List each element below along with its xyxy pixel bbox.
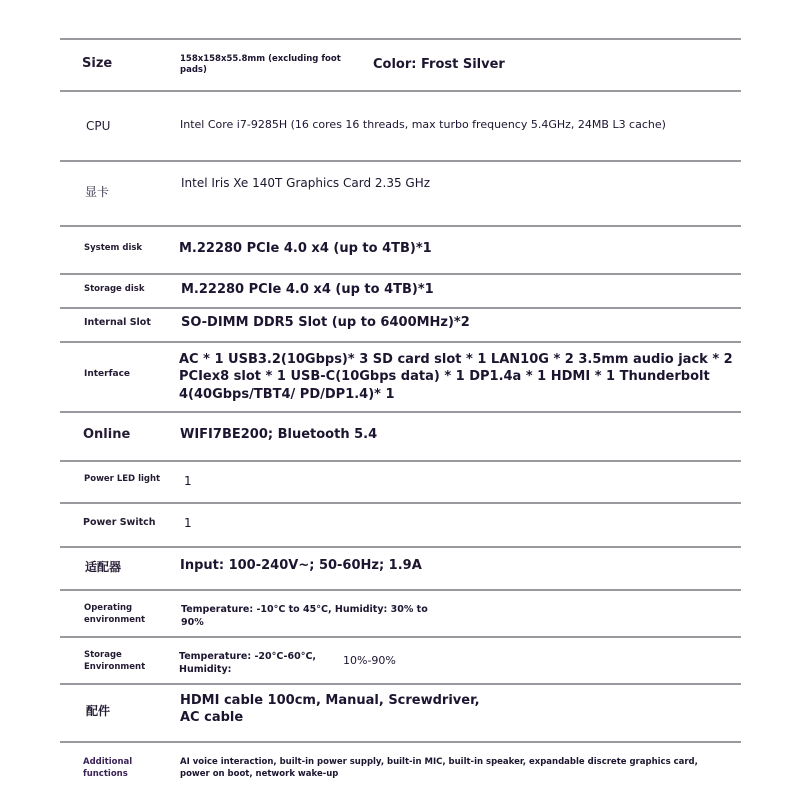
row-divider xyxy=(60,273,741,275)
spec-label-operating-env: Operating environment xyxy=(84,603,146,625)
row-divider xyxy=(60,90,741,92)
spec-label-storage-disk: Storage disk xyxy=(84,284,145,294)
spec-value-cpu: Intel Core i7-9285H (16 cores 16 threads, max turbo frequency 5.4GHz, 24MB L3 cache) xyxy=(180,118,666,131)
row-divider xyxy=(60,589,741,591)
spec-value-storage-disk: M.22280 PCIe 4.0 x4 (up to 4TB)*1 xyxy=(181,282,434,297)
row-divider xyxy=(60,546,741,548)
spec-label-accessories: 配件 xyxy=(86,704,111,718)
spec-label-online: Online xyxy=(83,427,131,442)
row-divider xyxy=(60,502,741,504)
spec-label-adapter: 适配器 xyxy=(85,560,122,574)
spec-label-interface: Interface xyxy=(84,369,131,379)
spec-value-power-led: 1 xyxy=(184,474,192,488)
row-divider xyxy=(60,411,741,413)
row-divider xyxy=(60,307,741,309)
row-divider xyxy=(60,225,741,227)
spec-label-power-led: Power LED light xyxy=(84,474,161,484)
spec-value-accessories: HDMI cable 100cm, Manual, Screwdriver, AC cable xyxy=(180,693,480,725)
spec-label-storage-env: Storage Environment xyxy=(84,650,146,672)
spec-value-internal-slot: SO-DIMM DDR5 Slot (up to 6400MHz)*2 xyxy=(181,315,470,330)
spec-value-power-switch: 1 xyxy=(184,516,192,530)
spec-label-additional: Additional functions xyxy=(83,757,133,779)
spec-label-system-disk: System disk xyxy=(84,243,143,253)
spec-label-internal-slot: Internal Slot xyxy=(84,317,151,328)
spec-value-color: Color: Frost Silver xyxy=(373,57,505,72)
spec-value-online: WIFI7BE200; Bluetooth 5.4 xyxy=(180,427,378,442)
spec-label-gpu: 显卡 xyxy=(85,185,110,199)
spec-label-size: Size xyxy=(82,56,113,71)
row-divider xyxy=(60,460,741,462)
row-divider xyxy=(60,38,741,40)
spec-value-interface: AC * 1 USB3.2(10Gbps)* 3 SD card slot * 1 LAN10G * 2 3.5mm audio jack * 2 PCIex8 slot * 1 USB-C(10Gbps data) * 1 DP1.4a * 1 HDMI * 1 Thunderbolt 4(40Gbps/TBT4/ PD/DP1.4)* 1 xyxy=(179,352,733,402)
row-divider xyxy=(60,741,741,743)
row-divider xyxy=(60,683,741,685)
spec-value-operating-env: Temperature: -10°C to 45°C, Humidity: 30% to 90% xyxy=(181,604,428,629)
spec-value-storage-env: Temperature: -20°C-60°C, Humidity: xyxy=(179,651,317,676)
spec-value-gpu: Intel Iris Xe 140T Graphics Card 2.35 GHz xyxy=(181,176,431,190)
spec-value-additional: AI voice interaction, built-in power supply, built-in MIC, built-in speaker, expandable discrete graphics card, power on boot, network wake-up xyxy=(180,757,698,779)
row-divider xyxy=(60,636,741,638)
row-divider xyxy=(60,160,741,162)
spec-value-adapter: Input: 100-240V~; 50-60Hz; 1.9A xyxy=(180,558,422,573)
spec-label-cpu: CPU xyxy=(86,119,111,133)
spec-value-storage-humidity: 10%-90% xyxy=(343,654,396,667)
row-divider xyxy=(60,341,741,343)
spec-value-system-disk: M.22280 PCIe 4.0 x4 (up to 4TB)*1 xyxy=(179,241,432,256)
spec-value-size: 158x158x55.8mm (excluding foot pads) xyxy=(180,54,341,76)
spec-label-power-switch: Power Switch xyxy=(83,517,156,528)
